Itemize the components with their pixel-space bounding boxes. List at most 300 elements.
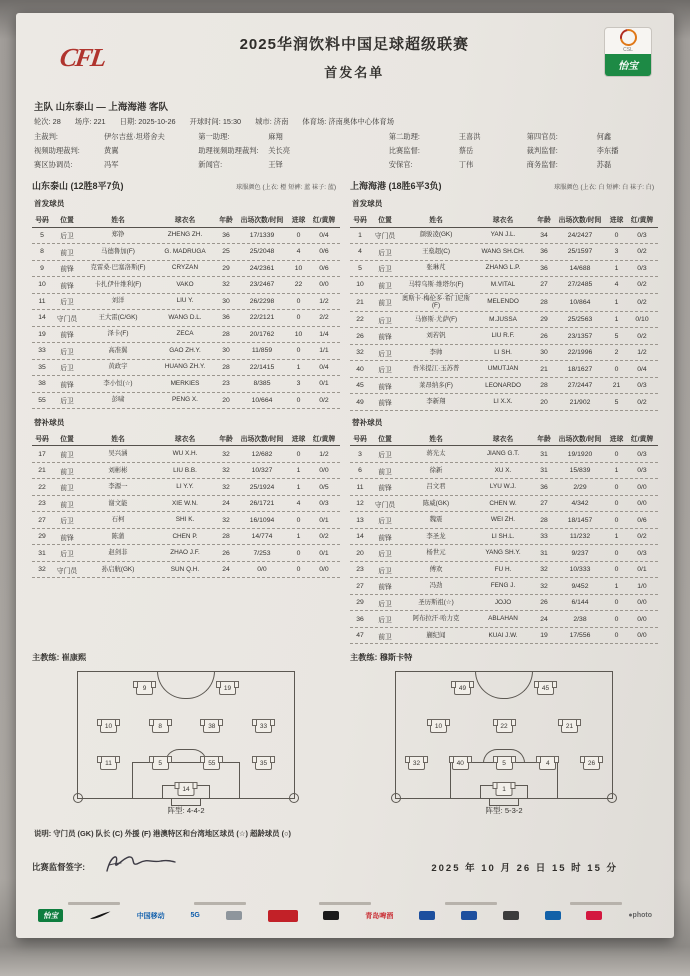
- player-cards: 0/2: [637, 332, 647, 340]
- player-age: 29: [222, 264, 230, 272]
- player-age: 32: [222, 281, 230, 289]
- player-cards: 0/4: [637, 365, 647, 373]
- player-cards: 0/0: [319, 566, 329, 574]
- player-jersey-name: JIANG G.T.: [486, 450, 520, 458]
- competition-title: 2025华润饮料中国足球超级联赛: [239, 36, 469, 53]
- player-position: 守门员: [56, 315, 78, 323]
- player-cards: 0/4: [319, 231, 329, 239]
- field-value: 221: [93, 117, 106, 126]
- player-cards: 0/1: [637, 566, 647, 574]
- player-name: 卡扎伊什维利(F): [94, 280, 142, 288]
- player-goals: 0: [614, 365, 619, 373]
- signature-label: 比赛监督签字:: [32, 861, 86, 872]
- table-header-row: [350, 211, 658, 228]
- player-goals: 0: [614, 231, 619, 239]
- player-jersey-icon: 49: [454, 681, 471, 695]
- player-position: 前锋: [378, 334, 392, 342]
- player-row: [350, 312, 658, 329]
- player-number: 22: [38, 483, 46, 491]
- player-apps: 9/452: [571, 582, 589, 590]
- official-name: 关长亮: [268, 146, 291, 155]
- player-goals: 0: [296, 231, 301, 239]
- player-name: 李源一: [108, 483, 128, 491]
- player-position: 后卫: [60, 398, 74, 406]
- player-cards: 0/2: [319, 533, 329, 541]
- player-number: 12: [356, 500, 364, 508]
- player-row: [350, 562, 658, 579]
- player-position: 守门员: [56, 567, 78, 575]
- corner-arc: [607, 793, 617, 803]
- column-header: 年龄: [219, 435, 233, 443]
- player-apps: 16/1094: [249, 516, 275, 524]
- player-jersey-icon: 33: [255, 719, 272, 733]
- player-goals: 0: [614, 450, 619, 458]
- player-goals: 0: [296, 396, 301, 404]
- player-name: 克雷桑·巴塞洛斯(F): [90, 264, 146, 272]
- away-team-record: 上海海港 (18胜6平3负): [350, 181, 442, 191]
- player-name: 阿布拉汗·哈力克: [412, 615, 460, 623]
- player-apps: 25/2048: [249, 248, 275, 256]
- player-number: 13: [356, 516, 364, 524]
- away-formation-label: 阵型: 5-3-2: [485, 806, 523, 816]
- player-row: [32, 327, 340, 344]
- player-jersey-name: LIU B.B.: [173, 466, 197, 474]
- supervisor-signature: [99, 851, 179, 882]
- player-number: 20: [356, 549, 364, 557]
- player-number: 47: [356, 632, 364, 640]
- player-position: 前锋: [60, 534, 74, 542]
- player-goals: 0: [614, 500, 619, 508]
- player-number: 10: [356, 281, 364, 289]
- field-label: 城市:: [255, 117, 272, 126]
- yibao-logo: 怡宝: [38, 909, 63, 922]
- player-position: 后卫: [378, 567, 392, 575]
- player-position: 前卫: [378, 468, 392, 476]
- player-position: 前卫: [378, 300, 392, 308]
- player-number: 9: [40, 264, 44, 272]
- player-cards: 2/2: [319, 314, 329, 322]
- sheet-header: [32, 27, 658, 93]
- official-name: 丁伟: [458, 160, 474, 169]
- sheet-title: 首发名单: [324, 65, 385, 80]
- player-name: 陈蒲: [111, 532, 125, 540]
- player-number: 11: [38, 297, 46, 305]
- player-goals: 1: [614, 264, 619, 272]
- player-goals: 21: [612, 382, 621, 390]
- player-apps: 21/902: [569, 398, 591, 406]
- player-position: 前锋: [378, 485, 392, 493]
- player-name: 李圣龙: [426, 532, 446, 540]
- player-jersey-name: MERKIES: [170, 379, 200, 387]
- coach-name: 穆斯卡特: [379, 653, 413, 663]
- player-name: 莱昂纳多(F): [419, 381, 453, 389]
- player-goals: 4: [614, 281, 619, 289]
- player-apps: 27/2485: [567, 281, 593, 289]
- player-number: 29: [356, 599, 364, 607]
- photo-logo: ●photo: [628, 912, 652, 920]
- official-label: 第四官员:: [526, 132, 558, 141]
- player-position: 后卫: [60, 518, 74, 526]
- player-row: [350, 277, 658, 294]
- player-number: 8: [40, 248, 44, 256]
- player-row: [32, 294, 340, 311]
- official-cell: [527, 132, 658, 142]
- player-row: [350, 345, 658, 362]
- player-number: 6: [358, 467, 362, 475]
- player-row: [350, 578, 658, 595]
- player-jersey-name: CRYZAN: [171, 264, 199, 272]
- player-goals: 1: [296, 483, 301, 491]
- home-subs-rows: [32, 446, 340, 578]
- player-position: 后卫: [60, 551, 74, 559]
- sponsor-logo: [323, 911, 339, 920]
- player-cards: 0/3: [637, 231, 647, 239]
- player-goals: 1: [614, 298, 619, 306]
- player-age: 23: [222, 380, 230, 388]
- player-position: 后卫: [378, 518, 392, 526]
- corner-arc: [391, 793, 401, 803]
- player-number: 33: [38, 347, 46, 355]
- player-age: 30: [222, 347, 230, 355]
- player-age: 32: [222, 516, 230, 524]
- player-number: 14: [356, 533, 364, 541]
- column-header: 年龄: [537, 216, 551, 224]
- column-header: 位置: [60, 216, 74, 224]
- player-apps: 0/0: [257, 566, 267, 574]
- table-header-row: [32, 211, 340, 228]
- player-age: 21: [540, 365, 548, 373]
- player-position: 后卫: [378, 551, 392, 559]
- player-cards: 0/10: [635, 316, 649, 324]
- player-age: 28: [222, 330, 230, 338]
- player-jersey-icon: 45: [537, 681, 554, 695]
- player-name: 蒋光太: [426, 450, 446, 458]
- player-position: 后卫: [378, 266, 392, 274]
- player-goals: 1: [614, 582, 619, 590]
- player-name: 王大雷(C/GK): [98, 313, 138, 321]
- player-cards: 0/0: [319, 467, 329, 475]
- player-position: 前卫: [60, 485, 74, 493]
- official-cell: [527, 160, 658, 170]
- player-name: 李帅: [429, 348, 443, 356]
- official-label: 安保官:: [388, 160, 413, 169]
- yibao-logo-text: 怡宝: [605, 54, 651, 76]
- player-age: 32: [540, 566, 548, 574]
- player-number: 32: [356, 349, 364, 357]
- away-starters-rows: [350, 228, 658, 411]
- player-goals: 22: [294, 281, 303, 289]
- player-cards: 0/3: [637, 382, 647, 390]
- player-goals: 0: [296, 347, 301, 355]
- player-jersey-name: CHEN W.: [489, 499, 517, 507]
- player-number: 29: [38, 533, 46, 541]
- column-header: 姓名: [429, 216, 443, 224]
- player-goals: 5: [614, 398, 619, 406]
- legend-note: 说明: 守门员 (GK) 队长 (C) 外援 (F) 港澳特区和台湾地区球员 (☆) 超龄球员 (○): [34, 829, 292, 839]
- player-jersey-name: LEONARDO: [485, 381, 521, 389]
- player-cards: 0/2: [319, 396, 329, 404]
- player-row: [350, 463, 658, 480]
- player-position: 前锋: [378, 534, 392, 542]
- player-apps: 20/1762: [249, 330, 275, 338]
- official-cell: [527, 146, 658, 156]
- player-cards: 0/0: [637, 615, 647, 623]
- player-goals: 2: [614, 349, 619, 357]
- player-goals: 0: [614, 615, 619, 623]
- player-name: 石柯: [111, 516, 125, 524]
- player-row: [350, 512, 658, 529]
- player-jersey-icon: 26: [583, 756, 600, 770]
- column-header: 红/黄牌: [312, 435, 336, 443]
- china-mobile-logo: 中国移动: [136, 912, 165, 920]
- player-age: 28: [540, 516, 548, 524]
- player-age: 36: [222, 314, 230, 322]
- player-jersey-name: LYU W.J.: [489, 483, 517, 491]
- player-age: 24: [222, 500, 230, 508]
- player-jersey-icon: 38: [203, 719, 220, 733]
- player-row: [350, 228, 658, 245]
- tsingtao-logo: 青岛啤酒: [365, 912, 394, 920]
- player-position: 守门员: [374, 233, 396, 241]
- column-header: 出场次数/时间: [240, 435, 284, 443]
- player-cards: 1/0: [637, 582, 647, 590]
- player-name: 杨世元: [426, 549, 446, 557]
- field-label: 体育场:: [302, 117, 327, 126]
- player-goals: 0: [296, 549, 301, 557]
- corner-arc: [289, 793, 299, 803]
- player-cards: 0/3: [637, 264, 647, 272]
- player-name: 李小恒(☆): [103, 379, 133, 387]
- player-position: 后卫: [378, 350, 392, 358]
- home-starters-rows: [32, 228, 340, 410]
- player-apps: 25/1924: [249, 483, 275, 491]
- player-apps: 10/333: [569, 566, 591, 574]
- coach-name: 崔康熙: [61, 653, 87, 663]
- player-name: 张琳芃: [426, 264, 446, 272]
- player-age: 31: [540, 450, 548, 458]
- player-row: [350, 244, 658, 261]
- player-age: 20: [222, 396, 230, 404]
- away-subs-rows: [350, 446, 658, 644]
- player-age: 32: [540, 582, 548, 590]
- player-cards: 0/1: [319, 549, 329, 557]
- player-row: [32, 310, 340, 327]
- field-label: 开球时间:: [189, 117, 221, 126]
- player-row: [350, 545, 658, 562]
- player-jersey-icon: 10: [430, 719, 447, 733]
- player-apps: 4/342: [571, 500, 589, 508]
- player-goals: 10: [294, 264, 303, 272]
- player-apps: 14/688: [569, 264, 591, 272]
- player-jersey-icon: 5: [496, 756, 513, 770]
- lineup-sheet: [16, 13, 674, 938]
- player-position: 后卫: [60, 365, 74, 373]
- corner-arc: [73, 793, 83, 803]
- player-name: 泽卡(F): [107, 330, 129, 338]
- player-number: 10: [38, 281, 46, 289]
- player-goals: 1: [614, 533, 619, 541]
- official-cell: [198, 160, 388, 170]
- player-apps: 23/1357: [567, 332, 593, 340]
- player-number: 3: [358, 450, 362, 458]
- column-header: 出场次数/时间: [558, 435, 602, 443]
- column-header: 进球: [609, 216, 624, 224]
- player-number: 38: [38, 380, 46, 388]
- player-jersey-name: LI Y.Y.: [176, 483, 194, 491]
- sponsor-logo: [503, 911, 519, 920]
- home-subs-label: 替补球员: [34, 417, 65, 427]
- player-age: 29: [540, 316, 548, 324]
- player-age: 32: [222, 467, 230, 475]
- player-jersey-icon: 9: [136, 681, 153, 695]
- player-position: 后卫: [378, 617, 392, 625]
- player-age: 20: [540, 398, 548, 406]
- column-header: 位置: [60, 435, 74, 443]
- player-name: 谢文能: [108, 499, 128, 507]
- player-row: [32, 343, 340, 360]
- player-name: 颜骏凌(GK): [419, 231, 453, 239]
- player-position: 前锋: [378, 584, 392, 592]
- sponsor-logo: [461, 911, 477, 920]
- player-apps: 6/144: [571, 599, 589, 607]
- column-header: 年龄: [537, 435, 551, 443]
- field-value: 济南奥体中心体育场: [328, 117, 394, 126]
- player-name: 李新翔: [426, 398, 446, 406]
- player-number: 26: [356, 332, 364, 340]
- player-position: 前卫: [60, 452, 74, 460]
- player-goals: 5: [614, 332, 619, 340]
- player-age: 25: [222, 248, 230, 256]
- player-goals: 0: [614, 599, 619, 607]
- player-number: 36: [356, 615, 364, 623]
- player-apps: 24/2427: [567, 231, 593, 239]
- player-goals: 10: [294, 330, 303, 338]
- official-label: 主裁判:: [34, 132, 58, 141]
- player-number: 55: [38, 396, 46, 404]
- official-name: 黄翼: [104, 146, 119, 155]
- player-jersey-name: WEI ZH.: [490, 516, 516, 524]
- player-jersey-name: FENG J.: [490, 582, 516, 590]
- player-row: [350, 595, 658, 612]
- player-jersey-icon: 21: [561, 719, 578, 733]
- player-name: 彭啸: [111, 396, 125, 404]
- player-apps: 12/682: [251, 450, 273, 458]
- player-position: 前锋: [378, 383, 392, 391]
- player-name: 孙启航(GK): [101, 565, 135, 573]
- player-name: 马修斯·尤萨(F): [414, 315, 458, 323]
- player-position: 后卫: [378, 317, 392, 325]
- player-apps: 17/556: [569, 632, 591, 640]
- official-name: 麻翔: [268, 132, 283, 141]
- official-label: 第二助理:: [388, 132, 420, 141]
- player-jersey-name: ZHANG L.P.: [485, 264, 521, 272]
- official-name: 王铎: [268, 160, 283, 169]
- player-age: 27: [540, 281, 548, 289]
- csl-yibao-logo: [604, 27, 652, 77]
- player-name: 王燊超(C): [421, 247, 451, 255]
- column-header: 球衣名: [492, 216, 514, 224]
- player-goals: 0: [614, 549, 619, 557]
- player-row: [350, 328, 658, 345]
- player-cards: 0/2: [637, 248, 647, 256]
- player-goals: 0: [296, 297, 301, 305]
- player-jersey-name: YANG SH.Y.: [485, 549, 521, 557]
- player-name: 刘彬彬: [108, 466, 128, 474]
- player-jersey-name: SUN Q.H.: [170, 565, 200, 573]
- player-age: 36: [540, 483, 548, 491]
- column-header: 号码: [353, 435, 367, 443]
- player-jersey-icon: 8: [152, 719, 169, 733]
- player-cards: 0/3: [637, 467, 647, 475]
- column-header: 号码: [35, 435, 49, 443]
- player-goals: 3: [614, 248, 619, 256]
- player-jersey-icon: 11: [100, 756, 117, 770]
- player-position: 后卫: [378, 600, 392, 608]
- player-jersey-name: HUANG ZH.Y.: [164, 363, 206, 371]
- nike-swoosh-logo: [89, 910, 111, 921]
- official-cell: [389, 160, 527, 170]
- player-number: 5: [358, 264, 362, 272]
- player-name: 徐新: [429, 466, 443, 474]
- player-row: [350, 261, 658, 278]
- player-cards: 0/3: [319, 500, 329, 508]
- player-row: [350, 361, 658, 378]
- column-header: 红/黄牌: [630, 216, 654, 224]
- sponsor-logo: [226, 911, 242, 920]
- player-apps: 22/1415: [249, 363, 275, 371]
- player-row: [350, 479, 658, 496]
- official-label: 第一助理:: [198, 132, 230, 141]
- player-age: 32: [222, 483, 230, 491]
- player-number: 23: [356, 566, 364, 574]
- officials-grid: [34, 132, 658, 170]
- column-header: 红/黄牌: [312, 216, 336, 224]
- field-value: 15:30: [222, 117, 242, 126]
- player-jersey-name: UMUTJAN: [487, 365, 519, 373]
- official-cell: [198, 132, 388, 142]
- sponsor-logo: [586, 911, 602, 920]
- player-cards: 0/3: [637, 549, 647, 557]
- goalkeeper-jersey-icon: 14: [178, 782, 195, 796]
- player-jersey-icon: 5: [152, 756, 169, 770]
- player-jersey-name: LI SH.: [494, 348, 512, 356]
- column-header: 进球: [291, 435, 306, 443]
- player-number: 27: [356, 582, 364, 590]
- player-age: 26: [540, 332, 548, 340]
- column-header: 位置: [378, 435, 392, 443]
- player-apps: 10/327: [251, 467, 273, 475]
- away-starters-label: 首发球员: [352, 199, 383, 208]
- player-cards: 0/6: [637, 516, 647, 524]
- player-cards: 0/0: [319, 281, 329, 289]
- player-row: [32, 261, 340, 278]
- player-apps: 22/2121: [249, 314, 275, 322]
- official-cell: [34, 146, 198, 156]
- field-label: 场序:: [74, 117, 92, 126]
- player-position: 后卫: [60, 348, 74, 356]
- player-cards: 0/5: [319, 483, 329, 491]
- teams-line: 主队 山东泰山 — 上海海港 客队: [34, 102, 169, 113]
- goal: [171, 798, 201, 806]
- table-header-row: [350, 430, 658, 447]
- player-position: 前卫: [60, 468, 74, 476]
- player-number: 22: [356, 316, 364, 324]
- player-row: [350, 394, 658, 411]
- player-jersey-name: M.JUSSA: [489, 315, 517, 323]
- player-name: 马德鲁加(F): [101, 247, 135, 255]
- player-position: 后卫: [60, 299, 74, 307]
- player-jersey-name: KUAI J.W.: [488, 631, 518, 639]
